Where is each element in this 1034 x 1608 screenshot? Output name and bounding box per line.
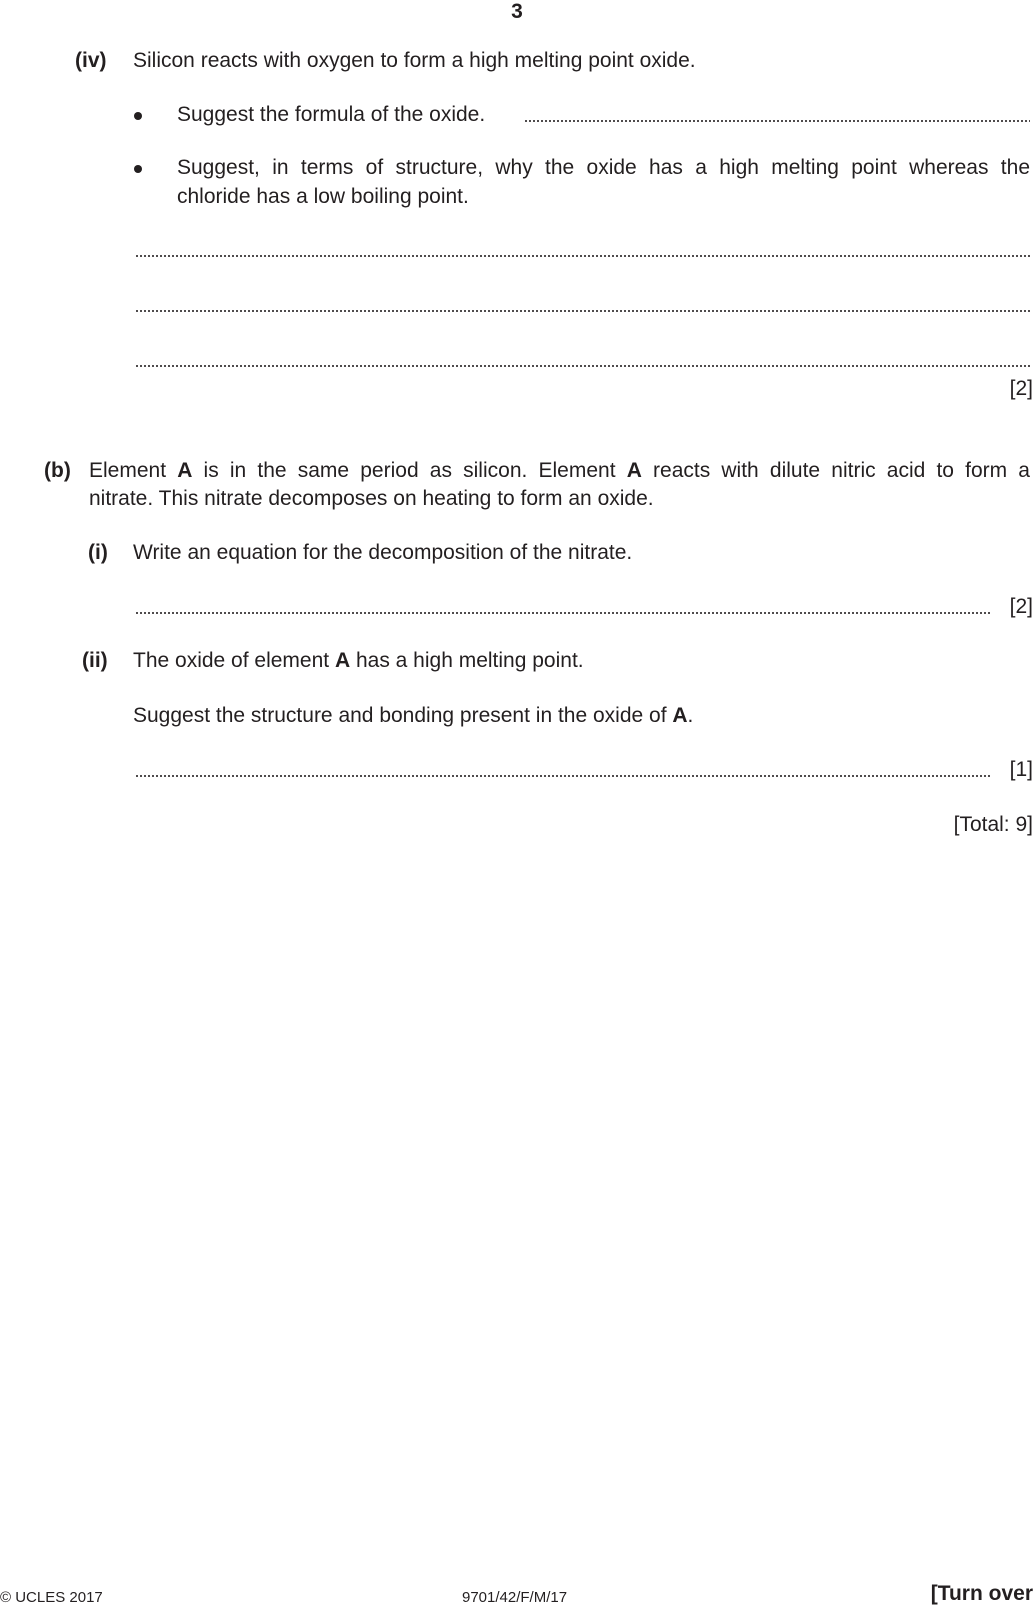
turn-over-text: [Turn over <box>930 1582 1033 1605</box>
part-b-i-label: (i) <box>88 541 108 564</box>
part-b-label: (b) <box>44 459 71 482</box>
page-number: 3 <box>511 0 523 23</box>
bullet-icon <box>134 165 142 173</box>
bullet2-text-line2: chloride has a low boiling point. <box>177 185 469 208</box>
answer-line-structure[interactable] <box>135 775 992 777</box>
part-b-i-question: Write an equation for the decomposition of the nitrate. <box>133 541 633 564</box>
part-b-ii-question: Suggest the structure and bonding present in the oxide of A. <box>133 704 694 727</box>
part-b-line2: nitrate. This nitrate decomposes on heating to form an oxide. <box>89 487 654 510</box>
marks-b-i: [2] <box>1009 595 1033 618</box>
bullet-icon <box>134 112 142 120</box>
answer-line-equation[interactable] <box>135 612 992 614</box>
marks-iv: [2] <box>1009 377 1033 400</box>
bullet2-text-line1: Suggest, in terms of structure, why the oxide has a high melting point whereas the <box>177 156 1030 179</box>
part-b-line1: Element A is in the same period as silicon. Element A reacts with dilute nitric acid to form a <box>89 459 1030 482</box>
answer-line-1[interactable] <box>135 255 1030 257</box>
answer-line-formula[interactable] <box>524 120 1030 122</box>
part-iv-label: (iv) <box>75 49 107 72</box>
copyright-text: © UCLES 2017 <box>0 1589 103 1606</box>
part-b-ii-stem: The oxide of element A has a high melting point. <box>133 649 584 672</box>
total-marks: [Total: 9] <box>953 813 1033 836</box>
paper-code: 9701/42/F/M/17 <box>462 1589 568 1606</box>
part-b-ii-label: (ii) <box>82 649 108 672</box>
answer-line-3[interactable] <box>135 365 1030 367</box>
marks-b-ii: [1] <box>1009 758 1033 781</box>
part-iv-stem: Silicon reacts with oxygen to form a high melting point oxide. <box>133 49 696 72</box>
answer-line-2[interactable] <box>135 310 1030 312</box>
bullet1-text: Suggest the formula of the oxide. <box>177 103 486 126</box>
